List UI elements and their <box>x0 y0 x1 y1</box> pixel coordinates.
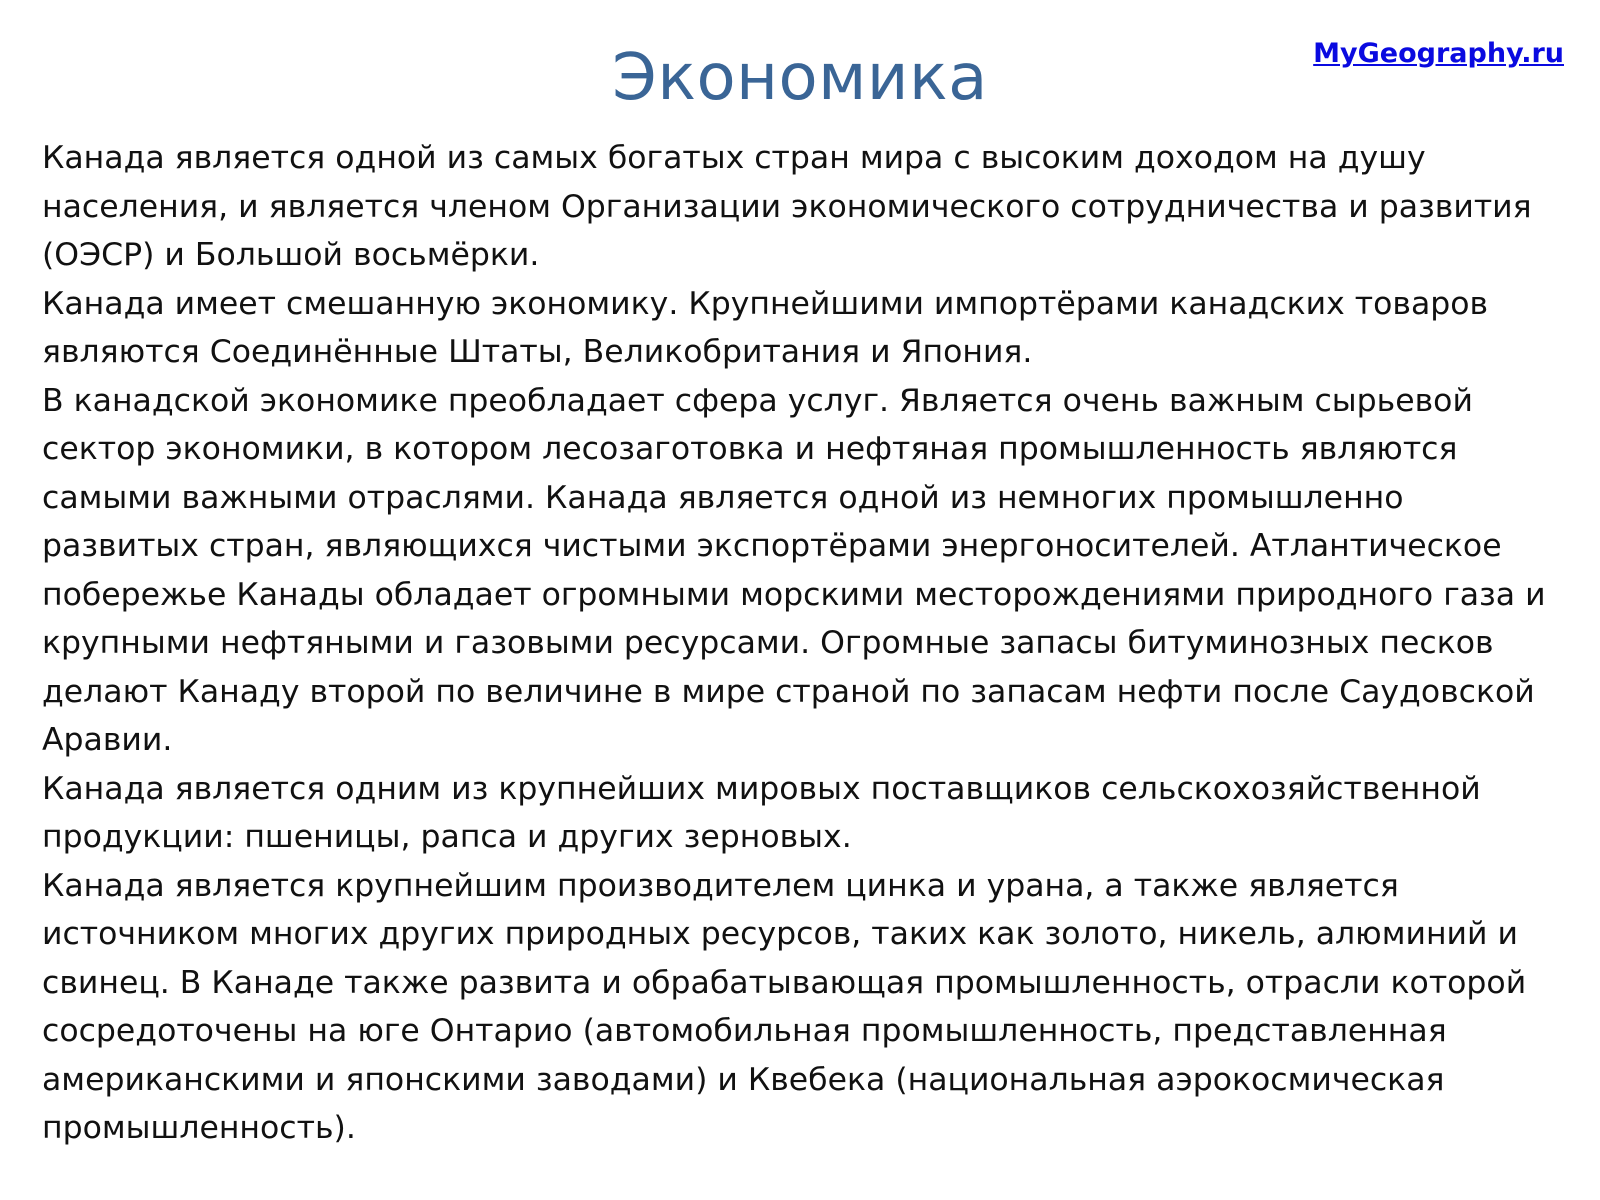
page-title: Экономика <box>612 41 988 115</box>
paragraph-agriculture: Канада является одним из крупнейших мировых поставщиков сельскохозяйственной продукции: пшеницы, рапса и других зерновых. <box>42 770 1481 855</box>
site-link[interactable]: MyGeography.ru <box>1313 38 1564 69</box>
paragraph-membership: Канада является одной из самых богатых стран мира с высоким доходом на душу населения, и является членом Организации экономического сотрудничества и развития (ОЭСР) и Большой восьмёрки. <box>42 140 1532 273</box>
paragraph-services-resources: В канадской экономике преобладает сфера услуг. Является очень важным сырьевой сектор экономики, в котором лесозаготовка и нефтяная промышленность являются самыми важными отраслями. Канада является одной из немногих промышленно развитых стран, являющихся чистыми экспортёрами энергоносителей. Атлантическое побережье Канады обладает огромными морскими месторождениями природного газа и крупными нефтяными и газовыми ресурсами. Огромные запасы битуминозных песков делают Канаду второй по величине в мире страной по запасам нефти после Саудовской Аравии. <box>42 382 1546 758</box>
paragraph-mixed-economy: Канада имеет смешанную экономику. Крупнейшими импортёрами канадских товаров являются Соединённые Штаты, Великобритания и Япония. <box>42 285 1489 370</box>
body-text <box>42 134 1562 1153</box>
paragraph-mining-industry: Канада является крупнейшим производителем цинка и урана, а также является источником многих других природных ресурсов, таких как золото, никель, алюминий и свинец. В Канаде также развита и обрабатывающая промышленность, отрасли которой сосредоточены на юге Онтарио (автомобильная промышленность, представленная американскими и японскими заводами) и Квебека (национальная аэрокосмическая промышленность). <box>42 867 1527 1146</box>
